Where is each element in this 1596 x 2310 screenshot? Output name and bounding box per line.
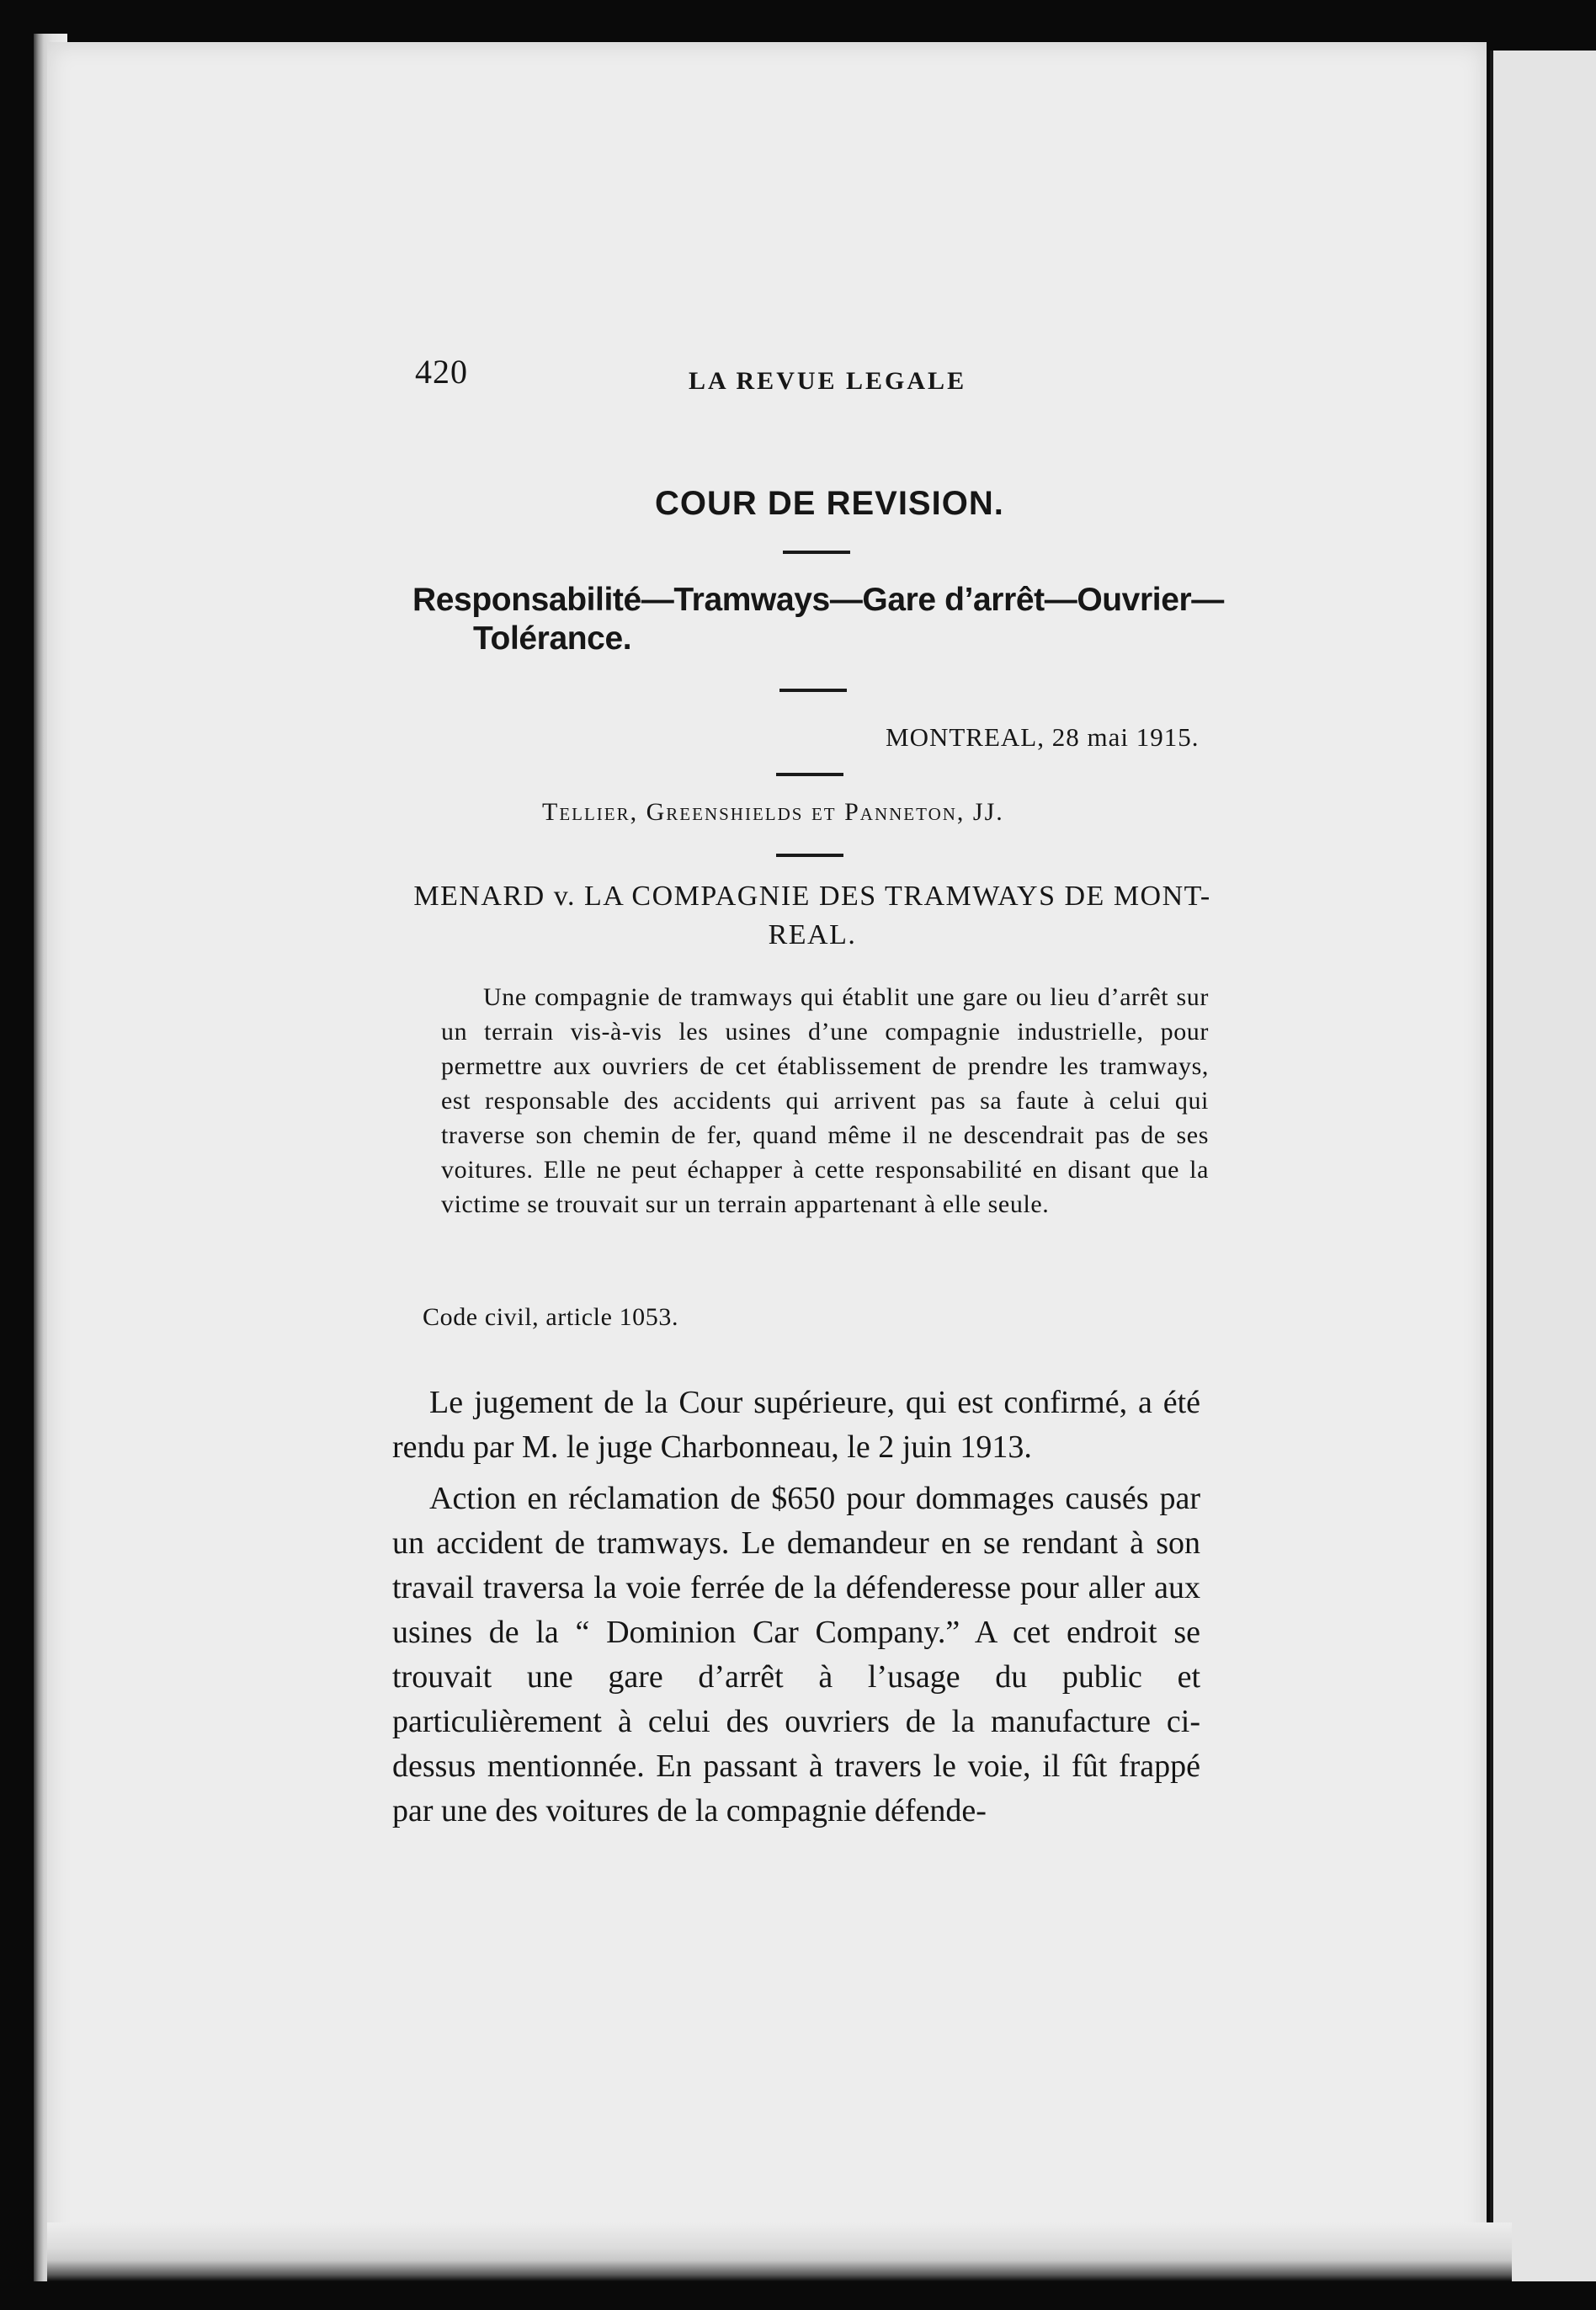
divider-rule [783,551,850,554]
body-paragraph: Action en réclamation de $650 pour dommages causés par un accident de tramways. Le demandeur en se rendant à son travail traversa la voie ferrée de la défenderesse pour aller aux usines de la “ Dominion Car Company.” A cet endroit se trouvait une gare d’arrêt à l’usage du public et particulièrement à celui des ouvriers de la manufacture ci-dessus mentionnée. En passant à travers le voie, il fût frappé par une des voitures de la compagnie défende- [392,1481,1200,1828]
page-number: 420 [415,353,468,391]
section-heading: COUR DE REVISION. [655,485,1004,522]
place-and-date: MONTREAL, 28 mai 1915. [886,722,1200,752]
subject-line-2: Tolérance. [473,620,632,657]
divider-rule [776,773,843,776]
judges-line: Tellier, Greenshields et Panneton, JJ. [542,798,1004,826]
subject-keywords [412,581,1237,658]
body-paragraph: Le jugement de la Cour supérieure, qui est confirmé, a été rendu par M. le juge Charbonneau, le 2 juin 1913. [392,1385,1200,1465]
case-title: MENARD v. LA COMPAGNIE DES TRAMWAYS DE MONT-REAL. [413,881,1211,950]
running-head: LA REVUE LEGALE [689,367,967,395]
body-text [392,1381,1200,1834]
headnote: Une compagnie de tramways qui établit une gare ou lieu d’arrêt sur un terrain vis-à-vis les usines d’une compagnie industrielle, pour permettre aux ouvriers de cet établissement de prendre les tramways, est responsable des accidents qui arrivent pas sa faute à celui qui traverse son chemin de fer, quand même il ne descendrait pas de ses voitures. Elle ne peut échapper à cette responsabilité en disant que la victime se trouvait sur un terrain appartenant à elle seule. [441,983,1209,1218]
divider-rule [776,854,843,857]
subject-line-1: Responsabilité—Tramways—Gare d’arrêt—Ouvrier— [412,582,1224,618]
divider-rule [779,689,847,692]
citation: Code civil, article 1053. [423,1303,679,1331]
